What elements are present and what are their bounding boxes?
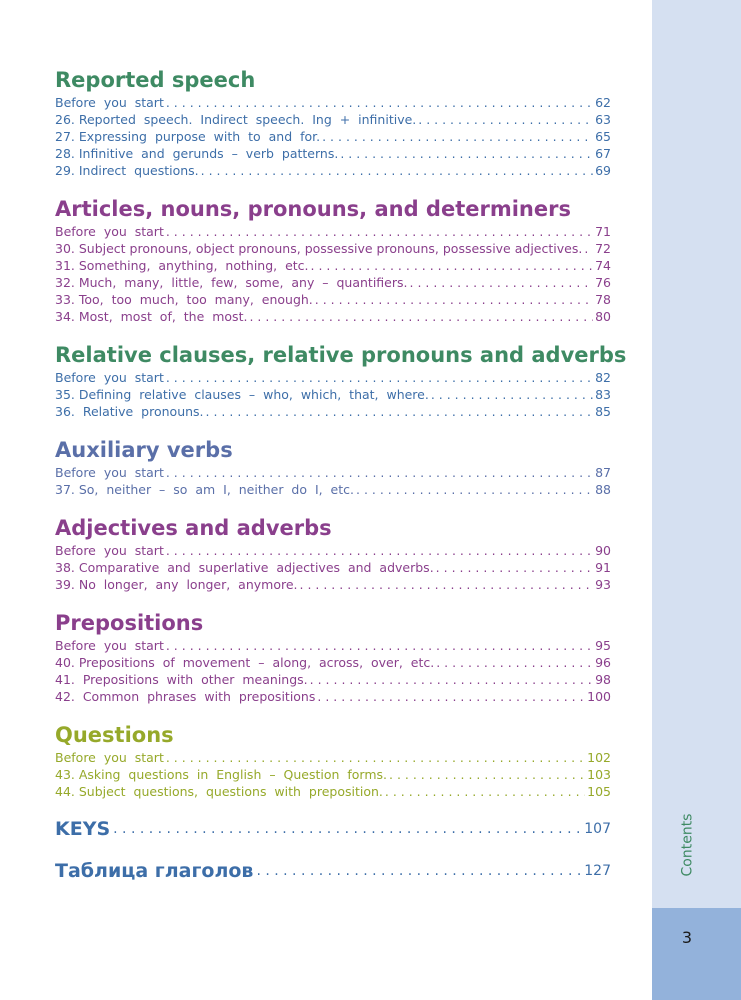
page-number-tab	[652, 908, 741, 1000]
entry-label: 41. Prepositions with other meanings.	[55, 672, 308, 687]
toc-section	[55, 721, 611, 800]
toc-entry[interactable]	[55, 291, 611, 308]
toc-entry[interactable]	[55, 403, 611, 420]
section-title: Questions	[55, 723, 174, 747]
toc-entry[interactable]	[55, 162, 611, 179]
leader-dots	[166, 464, 593, 481]
section-title: Adjectives and adverbs	[55, 516, 332, 540]
entry-label: 39. No longer, any longer, anymore.	[55, 577, 298, 592]
entry-label: 29. Indirect questions.	[55, 163, 199, 178]
toc-entry[interactable]	[55, 308, 611, 325]
leader-dots	[300, 576, 594, 593]
entry-page: 63	[595, 112, 611, 127]
leader-dots	[356, 481, 593, 498]
leader-dots	[431, 386, 593, 403]
entry-label: Before you start	[55, 750, 164, 765]
toc-entry[interactable]	[55, 128, 611, 145]
entry-label: 34. Most, most of, the most.	[55, 309, 248, 324]
entry-page: 82	[595, 370, 611, 385]
toc-entry[interactable]	[55, 749, 611, 766]
toc-entry[interactable]	[55, 464, 611, 481]
entry-label: 27. Expressing purpose with to and for.	[55, 129, 321, 144]
section-title: Auxiliary verbs	[55, 438, 233, 462]
toc-entry[interactable]	[55, 386, 611, 403]
section-title: Articles, nouns, pronouns, and determiners	[55, 197, 571, 221]
toc-entry[interactable]	[55, 654, 611, 671]
leader-dots	[166, 369, 593, 386]
leader-dots	[166, 637, 593, 654]
toc-entry[interactable]	[55, 111, 611, 128]
entry-page: 91	[595, 560, 611, 575]
toc-entry[interactable]	[55, 94, 611, 111]
entry-label: Before you start	[55, 465, 164, 480]
entry-label: 30. Subject pronouns, object pronouns, possessive pronouns, possessive adjectives.	[55, 241, 583, 256]
leader-dots	[166, 94, 593, 111]
entry-label: 36. Relative pronouns.	[55, 404, 204, 419]
entry-page: 96	[595, 655, 611, 670]
toc-entry[interactable]	[55, 481, 611, 498]
entry-label: Before you start	[55, 638, 164, 653]
entry-page: 85	[595, 404, 611, 419]
entry-label: 26. Reported speech. Indirect speech. Ing + infinitive.	[55, 112, 417, 127]
toc-section	[55, 609, 611, 705]
entry-page: 103	[587, 767, 611, 782]
leader-dots	[418, 111, 593, 128]
section-title: Reported speech	[55, 68, 256, 92]
toc-entry[interactable]	[55, 766, 611, 783]
entry-page: 83	[595, 387, 611, 402]
entry-page: 95	[595, 638, 611, 653]
leader-dots	[311, 257, 594, 274]
entry-page: 102	[587, 750, 611, 765]
toc-entry[interactable]	[55, 223, 611, 240]
entry-label: 31. Something, anything, nothing, etc.	[55, 258, 309, 273]
entry-page: 98	[595, 672, 611, 687]
entry-label: Before you start	[55, 370, 164, 385]
toc-entry[interactable]	[55, 637, 611, 654]
entry-label: Before you start	[55, 95, 164, 110]
toc-entry[interactable]	[55, 542, 611, 559]
entry-label: Before you start	[55, 543, 164, 558]
entry-label: Before you start	[55, 224, 164, 239]
leader-dots	[410, 274, 594, 291]
toc-entry[interactable]	[55, 257, 611, 274]
entry-label: 43. Asking questions in English – Question forms.	[55, 767, 388, 782]
entry-page: 69	[595, 163, 611, 178]
leader-dots	[166, 223, 593, 240]
entry-page: 74	[595, 258, 611, 273]
leader-dots	[584, 240, 593, 257]
leader-dots	[436, 654, 593, 671]
toc-sections	[55, 66, 627, 800]
toc-entry[interactable]	[55, 576, 611, 593]
entry-page: 93	[595, 577, 611, 592]
toc-entry-verbs-table[interactable]	[55, 858, 611, 884]
leader-dots	[256, 858, 581, 884]
page-number: 3	[681, 928, 693, 947]
toc-entry[interactable]	[55, 559, 611, 576]
leader-dots	[385, 783, 585, 800]
leader-dots	[166, 749, 585, 766]
entry-page: 76	[595, 275, 611, 290]
toc-entry[interactable]	[55, 274, 611, 291]
toc-entry[interactable]	[55, 369, 611, 386]
entry-page: 80	[595, 309, 611, 324]
keys-page: 107	[584, 821, 611, 837]
verbs-table-label: Таблица глаголов	[55, 860, 254, 882]
entry-page: 78	[595, 292, 611, 307]
entry-label: 38. Comparative and superlative adjectives and adverbs.	[55, 560, 434, 575]
entry-page: 65	[595, 129, 611, 144]
leader-dots	[315, 291, 593, 308]
toc-section	[55, 514, 611, 593]
leader-dots	[113, 816, 581, 842]
section-title: Relative clauses, relative pronouns and adverbs	[55, 343, 627, 367]
leader-dots	[166, 542, 593, 559]
leader-dots	[389, 766, 585, 783]
toc-entry[interactable]	[55, 240, 611, 257]
toc-section	[55, 195, 611, 325]
leader-dots	[310, 671, 593, 688]
leader-dots	[249, 308, 593, 325]
entry-label: 44. Subject questions, questions with preposition.	[55, 784, 383, 799]
entry-label: 40. Prepositions of movement – along, across, over, etc.	[55, 655, 435, 670]
leader-dots	[436, 559, 593, 576]
entry-page: 88	[595, 482, 611, 497]
toc-entry[interactable]	[55, 688, 611, 705]
entry-page: 87	[595, 465, 611, 480]
entry-label: 35. Defining relative clauses – who, which, that, where.	[55, 387, 429, 402]
section-title: Prepositions	[55, 611, 204, 635]
entry-page: 71	[595, 224, 611, 239]
entry-label: 37. So, neither – so am I, neither do I, etc.	[55, 482, 354, 497]
entry-label: 42. Common phrases with prepositions	[55, 689, 316, 704]
toc-entry-keys[interactable]	[55, 816, 611, 842]
leader-dots	[322, 128, 593, 145]
verbs-table-page: 127	[584, 863, 611, 879]
entry-page: 72	[595, 241, 611, 256]
entry-label: 28. Infinitive and gerunds – verb patterns.	[55, 146, 339, 161]
toc-section	[55, 66, 611, 179]
entry-label: 33. Too, too much, too many, enough.	[55, 292, 313, 307]
entry-label: 32. Much, many, little, few, some, any – quantifiers.	[55, 275, 408, 290]
table-of-contents	[55, 66, 627, 900]
entry-page: 90	[595, 543, 611, 558]
toc-section	[55, 341, 627, 420]
contents-text: Contents	[679, 813, 696, 877]
entry-page: 62	[595, 95, 611, 110]
keys-label: KEYS	[55, 818, 111, 840]
toc-entry[interactable]	[55, 783, 611, 800]
toc-entry[interactable]	[55, 671, 611, 688]
sidebar-contents-label	[672, 800, 702, 890]
entry-page: 105	[587, 784, 611, 799]
leader-dots	[201, 162, 593, 179]
toc-section	[55, 436, 611, 498]
leader-dots	[317, 688, 585, 705]
entry-page: 100	[587, 689, 611, 704]
entry-page: 67	[595, 146, 611, 161]
toc-entry[interactable]	[55, 145, 611, 162]
leader-dots	[206, 403, 594, 420]
leader-dots	[340, 145, 593, 162]
